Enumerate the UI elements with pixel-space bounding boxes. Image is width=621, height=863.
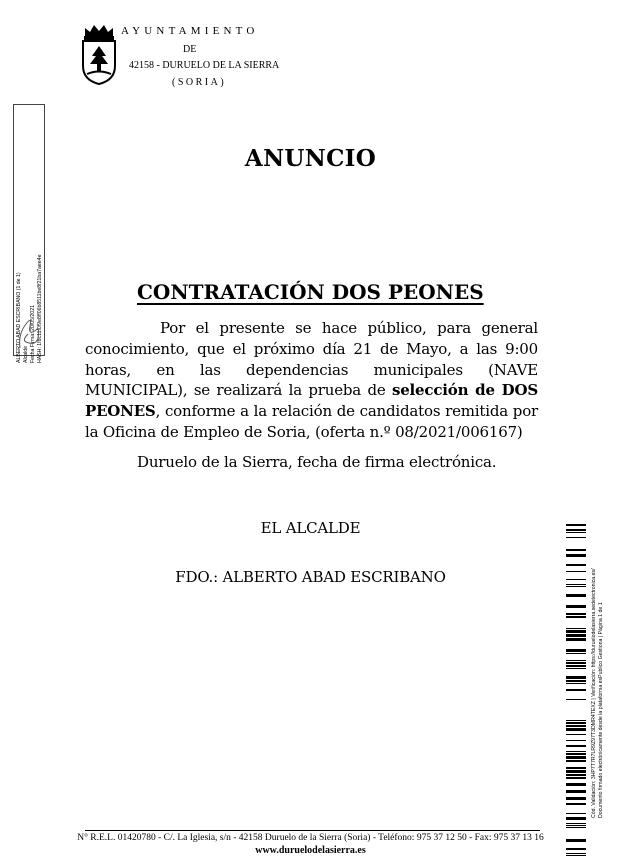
verification-barcode (566, 524, 586, 856)
paragraph-bold-text: selección de DOS PEONES (85, 381, 538, 421)
barcode-bar (566, 524, 586, 526)
barcode-bar (566, 725, 586, 727)
barcode-bar (566, 722, 586, 724)
footer-contact: N° R.E.L. 01420780 - C/. La Iglesia, s/n - 42158 Duruelo de la Sierra (Soria) - Teléfono: 975 37 12 50 - Fax: 975 37 13 16 (77, 833, 544, 843)
barcode-bar (566, 680, 586, 682)
letterhead-line-1: AYUNTAMIENTO (121, 25, 259, 37)
barcode-bar (566, 653, 586, 654)
signature-date: Fecha Firma: 20/05/2021 (30, 305, 36, 363)
barcode-bar (566, 751, 586, 752)
signature-hash: HASH: 1f8c11f0f9e8ff06b8511be8f21ba7aee4e (37, 254, 43, 363)
letterhead-province: (SORIA) (172, 77, 227, 88)
barcode-bar (566, 803, 586, 805)
barcode-bar (566, 760, 586, 762)
barcode-bar (566, 668, 586, 669)
barcode-bar (566, 745, 586, 747)
barcode-bar (566, 720, 586, 721)
barcode-bar (566, 564, 586, 566)
barcode-bar (566, 594, 586, 597)
barcode-bar (566, 660, 586, 661)
barcode-bar (566, 537, 586, 538)
document-subtitle: CONTRATACIÓN DOS PEONES (137, 280, 484, 304)
footer-divider (85, 830, 540, 831)
paragraph-text-2: , conforme a la relación de candidatos remitida por la Oficina de Empleo de Soria, (oferta n.º 08/2021/006167) (85, 402, 538, 441)
signature-scribble-icon (16, 312, 42, 352)
signed-by: FDO.: ALBERTO ABAD ESCRIBANO (175, 568, 446, 586)
signature-signer: ALBERTO ABAD ESCRIBANO (1 de 1) (16, 272, 22, 363)
footer-website-link[interactable]: www.duruelodelasierra.es (255, 845, 366, 856)
barcode-bar (566, 571, 586, 572)
barcode-bar (566, 532, 586, 533)
place-and-date: Duruelo de la Sierra, fecha de firma electrónica. (137, 453, 497, 471)
barcode-bar (566, 689, 586, 691)
barcode-bar (566, 813, 586, 814)
barcode-bar (566, 579, 586, 580)
signature-role: Alcalde (23, 345, 29, 363)
barcode-bar (566, 665, 586, 667)
letterhead-line-2: DE (183, 44, 197, 55)
barcode-bar (566, 777, 586, 779)
barcode-bar (566, 529, 586, 531)
barcode-bar (566, 825, 586, 826)
barcode-bar (566, 790, 586, 793)
barcode-bar (566, 628, 586, 629)
barcode-bar (566, 554, 586, 557)
barcode-bar (566, 613, 586, 615)
verification-code: Cód. Validación: 3HP7T7R7LR9Z97T3DMR4TEXZ | Verificación: https://duruelodelasierra.sedelectronica.es/ (591, 568, 597, 818)
letterhead-address: 42158 - DURUELO DE LA SIERRA (129, 60, 280, 71)
barcode-bar (566, 549, 586, 551)
barcode-bar (566, 586, 586, 587)
barcode-bar (566, 638, 586, 641)
barcode-bar (566, 630, 586, 633)
mayor-title: EL ALCALDE (260, 519, 361, 537)
barcode-bar (566, 740, 586, 741)
barcode-bar (566, 662, 586, 664)
verification-platform: Documento firmado electrónicamente desde la plataforma esPublico Gestiona | Página 1 de 1 (598, 602, 604, 818)
barcode-bar (566, 699, 586, 700)
barcode-bar (566, 817, 586, 820)
barcode-bar (566, 605, 586, 608)
barcode-bar (566, 767, 586, 769)
barcode-bar (566, 756, 586, 759)
barcode-bar (566, 676, 586, 679)
barcode-bar (566, 683, 586, 684)
barcode-bar (566, 783, 586, 786)
paragraph-text-1: Por el presente se hace público, para general conocimiento, que el próximo día 21 de Mayo, a las 9:00 horas, en las dependencias municipales (NAVE MUNICIPAL), se realizará la prueba de (85, 319, 538, 400)
barcode-bar (566, 770, 586, 773)
barcode-bar (566, 728, 586, 731)
verification-text (591, 568, 615, 818)
document-title: ANUNCIO (244, 145, 377, 172)
barcode-bar (566, 753, 586, 755)
barcode-bar (566, 774, 586, 776)
barcode-bar (566, 584, 586, 585)
announcement-paragraph (85, 318, 538, 443)
barcode-bar (566, 797, 586, 800)
barcode-bar (566, 616, 586, 618)
barcode-bar (566, 634, 586, 637)
barcode-bar (566, 827, 586, 828)
municipal-crest-icon (80, 22, 118, 86)
barcode-bar (566, 649, 586, 652)
barcode-bar (566, 823, 586, 824)
barcode-bar (566, 734, 586, 735)
